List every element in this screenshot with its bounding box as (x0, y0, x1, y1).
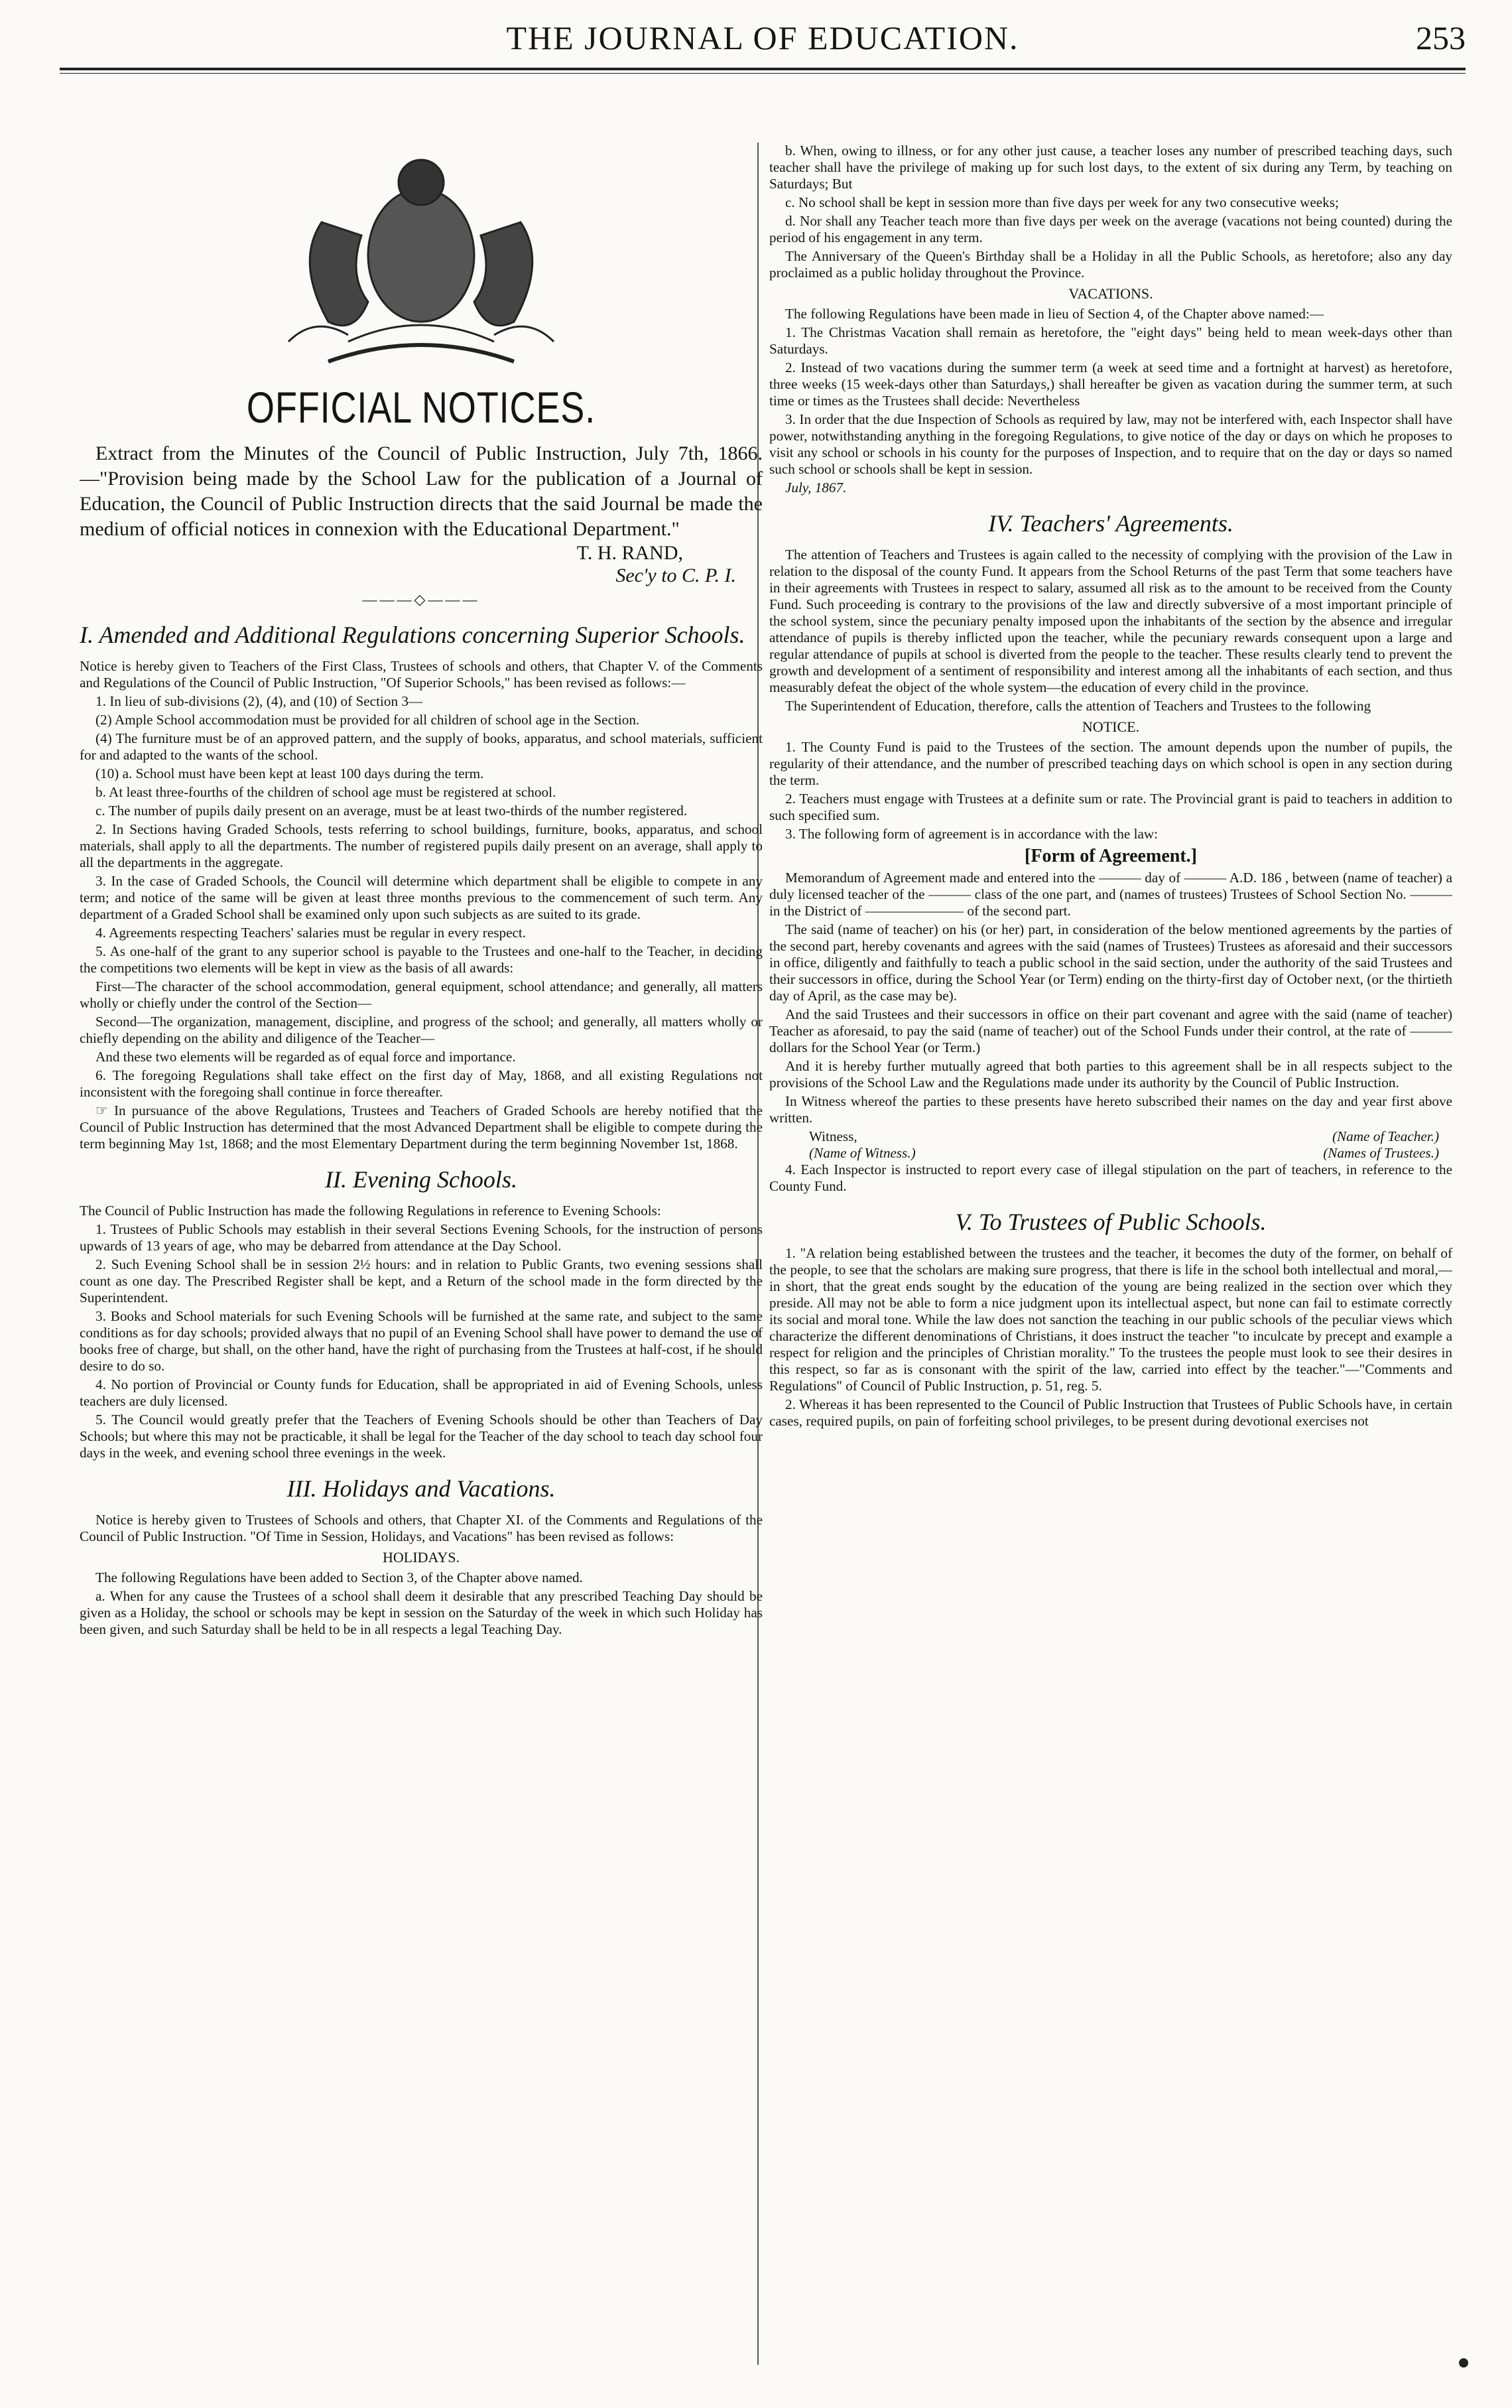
witness-line (769, 1128, 1452, 1145)
paragraph: 2. Such Evening School shall be in session 2½ hours: and in relation to Public Grants, two evening sessions shall count as one day. The Prescribed Register shall be kept, and a Return of the school made in the form directed by the Superintendent. (80, 1256, 763, 1305)
paragraph: 5. The Council would greatly prefer that the Teachers of Evening Schools should be other than Teachers of Day Schools; but where this may not be practicable, it shall be legal for the Teacher of the day school to teach day school four days in the week, and evening school three evenings in the week. (80, 1412, 763, 1461)
paragraph: 3. The following form of agreement is in accordance with the law: (785, 826, 1159, 842)
left-column (80, 143, 763, 2372)
section-3-heading: III. Holidays and Vacations. (286, 1475, 556, 1502)
paragraph: Second—The organization, management, discipline, and progress of the school; and generally, all matters wholly or chiefly depending on the ability and diligence of the Teacher— (80, 1014, 763, 1046)
header-rule (60, 68, 1466, 70)
paragraph: 2. In Sections having Graded Schools, tests referring to school buildings, furniture, books, apparatus, and school materials, shall apply to all the departments. The number of registered pupils daily present on an average, shall apply to all the departments in the aggregate. (80, 821, 763, 870)
form-title: [Form of Agreement.] (1025, 846, 1197, 866)
notice-title: NOTICE. (1082, 718, 1140, 735)
paragraph: Notice is hereby given to Teachers of the First Class, Trustees of schools and others, that Chapter V. of the Comments and Regulations of the Council of Public Instruction, "Of Superior Schools," has been revised as follows:— (80, 658, 763, 691)
paragraph: Notice is hereby given to Trustees of Schools and others, that Chapter XI. of the Comments and Regulations of the Council of Public Instruction. "Of Time in Session, Holidays, and Vacations" has been revised as follows: (80, 1512, 763, 1544)
paragraph: 2. Teachers must engage with Trustees at a definite sum or rate. The Provincial grant is paid to teachers in addition to such specified sum. (769, 791, 1452, 823)
paragraph: (10) a. School must have been kept at least 100 days during the term. (95, 766, 484, 781)
paragraph: And the said Trustees and their successors in office on their part covenant and agree with the said (name of teacher) Teacher as aforesaid, to pay the said (name of teacher) out of the School Funds under their control, at the rate of ——— dollars for the School Year (or Term.) (769, 1006, 1452, 1055)
paragraph: 1. The Christmas Vacation shall remain as heretofore, the "eight days" being held to mean week-days other than Saturdays. (769, 324, 1452, 357)
section-5-heading: V. To Trustees of Public Schools. (955, 1209, 1267, 1235)
paragraph: In Witness whereof the parties to these presents have hereto subscribed their names on the day and year first above written. (769, 1093, 1452, 1126)
extract-paragraph: Extract from the Minutes of the Council of Public Instruction, July 7th, 1866.—"Provision being made by the School Law for the publication of a Journal of Education, the Council of Public Instruction directs that the said Journal be made the medium of official notices in connexion with the Educational Department." (80, 442, 763, 540)
official-notices-title: OFFICIAL NOTICES. (246, 383, 596, 432)
names-of-trustees: (Names of Trustees.) (1323, 1145, 1439, 1161)
witness-line-2 (769, 1145, 1452, 1162)
paragraph: b. At least three-fourths of the children of school age must be registered at school. (95, 784, 556, 800)
date-line: July, 1867. (785, 480, 847, 496)
page-number: 253 (1416, 19, 1466, 56)
paragraph: The said (name of teacher) on his (or her) part, in consideration of the below mentioned agreements by the parties of the second part, hereby covenants and agrees with the said (names of Trustees) Trustees as aforesaid and their successors in office, diligently and faithfully to teach a public school in the said section, under the authority of the said Trustees and their successors in office, during the School Year (or Term) ending on the thirty-first day of October next, (or the thirtieth day of April, as the case may be). (769, 921, 1452, 1004)
signature: T. H. RAND, (576, 542, 683, 564)
paragraph: The following Regulations have been added to Section 3, of the Chapter above named. (95, 1570, 583, 1585)
paragraph: 6. The foregoing Regulations shall take effect on the first day of May, 1868, and all existing Regulations not inconsistent with the foregoing shall continue in force thereafter. (80, 1067, 763, 1100)
paragraph: 3. In the case of Graded Schools, the Council will determine which department shall be eligible to compete in any term; and notice of the same will be given at least three months previous to the commencement of such term. Any department of a Graded School shall be examined only upon such subjects as are suited to its grade. (80, 873, 763, 922)
page-header (60, 7, 1466, 106)
paragraph: The Superintendent of Education, therefore, calls the attention of Teachers and Trustees to the following (785, 698, 1371, 714)
paragraph: 1. The County Fund is paid to the Trustees of the section. The amount depends upon the number of pupils, the regularity of their attendance, and the number of prescribed teaching days on which school is open in any section during the term. (769, 739, 1452, 788)
section-4-heading: IV. Teachers' Agreements. (988, 510, 1233, 537)
paragraph: 4. No portion of Provincial or County funds for Education, shall be appropriated in aid of Evening Schools, unless teachers are duly licensed. (80, 1376, 763, 1409)
paragraph: (4) The furniture must be of an approved pattern, and the supply of books, apparatus, and school materials, sufficient for and adapted to the wants of the school. (80, 730, 763, 763)
section-1-heading: I. Amended and Additional Regulations concerning Superior Schools. (80, 622, 745, 648)
vacations-title: VACATIONS. (1068, 285, 1153, 302)
paragraph: The attention of Teachers and Trustees is again called to the necessity of complying with the provision of the Law in relation to the disposal of the county Fund. It appears from the School Returns of the past Term that some teachers have in their agreements with Trustees in respect to salary, assumed all risk as to the amount to be received from the County Fund. Such proceeding is contrary to the provisions of the law and directly subversive of a most important principle of the school system, since the pecuniary penalty imposed upon the inhabitants of the section by the absence and irregular attendance of pupils is thereby inflicted upon the teacher, while the pecuniary rewards consequent upon a large and regular attendance of pupils at school is diverted from the people to the teacher. These results clearly tend to prevent the growth and development of a sentiment of responsibility and interest among all the inhabitants of each section, and thus measurably defeat the object of the whole system—the education of every child in the province. (769, 547, 1452, 695)
name-of-teacher: (Name of Teacher.) (1332, 1128, 1439, 1144)
paragraph: 2. Whereas it has been represented to the Council of Public Instruction that Trustees of Public Schools have, in certain cases, required pupils, on pain of forfeiting school privileges, to be present during devotional exercises not (769, 1396, 1452, 1429)
paragraph: 3. Books and School materials for such Evening Schools will be furnished at the same rate, and subject to the same conditions as for day schools; provided always that no pupil of an Evening School shall have power to demand the use of books free of charge, but shall, on the other hand, have the right of purchasing from the Trustees at half-cost, if he should desire to do so. (80, 1308, 763, 1374)
paragraph: c. The number of pupils daily present on an average, must be at least two-thirds of the number registered. (95, 803, 688, 819)
paragraph: First—The character of the school accommodation, general equipment, school attendance; and generally, all matters wholly or chiefly under the control of the Section— (80, 978, 763, 1011)
paragraph: ☞ In pursuance of the above Regulations, Trustees and Teachers of Graded Schools are hereby notified that the Council of Public Instruction has determined that the most Advanced Department shall be eligible to compete during the term beginning May 1st, 1868; and the most Elementary Department during the term beginning November 1st, 1868. (80, 1103, 763, 1152)
printer-mark (1459, 2358, 1468, 2368)
royal-arms-emblem-icon (249, 143, 594, 381)
paragraph: 2. Instead of two vacations during the summer term (a week at seed time and a fortnight at harvest) as heretofore, three weeks (15 week-days other than Saturdays,) shall hereafter be given as vacation during the summer term, at such time or times as the Trustees shall decide: Nevertheless (769, 360, 1452, 409)
paragraph: Memorandum of Agreement made and entered into the ——— day of ——— A.D. 186 , between (name of teacher) a duly licensed teacher of the ——— class of the one part, and (names of trustees) Trustees of School Section No. ——— in the District of ——————— of the second part. (769, 870, 1452, 919)
paragraph: And it is hereby further mutually agreed that both parties to this agreement shall be in all respects subject to the provisions of the School Law and the Regulations made under its authority by the Council of Public Instruction. (769, 1058, 1452, 1091)
paragraph: 4. Agreements respecting Teachers' salaries must be regular in every respect. (95, 925, 527, 941)
witness-label: Witness, (809, 1128, 857, 1144)
name-of-witness: (Name of Witness.) (809, 1145, 916, 1161)
paragraph: 5. As one-half of the grant to any superior school is payable to the Trustees and one-half to the Teacher, in deciding the competitions two elements will be kept in view as the basis of all awards: (80, 943, 763, 976)
paragraph: And these two elements will be regarded as of equal force and importance. (95, 1049, 516, 1065)
right-column (769, 143, 1452, 2372)
paragraph: The Council of Public Instruction has made the following Regulations in reference to Evening Schools: (80, 1203, 661, 1219)
header-rule-thin (60, 73, 1466, 74)
paragraph: The following Regulations have been made in lieu of Section 4, of the Chapter above named:— (785, 306, 1324, 322)
signature-title: Sec'y to C. P. I. (615, 565, 736, 586)
paragraph: 1. "A relation being established between the trustees and the teacher, it becomes the duty of the former, on behalf of the people, to see that the scholars are making sure progress, that there is life in the school both intellectual and moral,—in short, that the great ends sought by the education of the young are being realized in the section over which they preside. All may not be able to form a nice judgment upon its intellectual aspect, but none can fail to estimate correctly its social and moral tone. While the law does not sanction the teaching in our public schools of the peculiar views which characterize the different denominations of Christians, it does instruct the teacher "to inculcate by precept and example a respect for religion and the principles of Christian morality." To the trustees the people must look to see their desires in this respect, so far as is consonant with the spirit of the law, carried into effect by the teacher."—"Comments and Regulations" of Council of Public Instruction, p. 51, reg. 5. (769, 1245, 1452, 1394)
paragraph: 3. In order that the due Inspection of Schools as required by law, may not be interfered with, each Inspector shall have power, notwithstanding anything in the foregoing Regulations, to give notice of the day or days on which he proposes to visit any school or schools in his county for the purposes of Inspection, and to require that on the day or days so named such school or schools shall be kept in session. (769, 411, 1452, 477)
paragraph: (2) Ample School accommodation must be provided for all children of school age in the Section. (95, 712, 640, 728)
section-2-heading: II. Evening Schools. (325, 1166, 517, 1193)
paragraph: a. When for any cause the Trustees of a school shall deem it desirable that any prescribed Teaching Day should be given as a Holiday, the school or schools may be kept in session on the Saturday of the week in which such Holiday has been given, and such Saturday shall be held to be in all respects a legal Teaching Day. (80, 1588, 763, 1637)
paragraph: The Anniversary of the Queen's Birthday shall be a Holiday in all the Public Schools, as heretofore; also any day proclaimed as a public holiday throughout the Province. (769, 248, 1452, 281)
running-title: THE JOURNAL OF EDUCATION. (506, 19, 1019, 56)
paragraph: d. Nor shall any Teacher teach more than five days per week on the average (vacations not being counted) during the period of his engagement in any term. (769, 213, 1452, 245)
paragraph: b. When, owing to illness, or for any other just cause, a teacher loses any number of prescribed teaching days, such teacher shall have the privilege of making up for such lost days, to the extent of six during any Term, by teaching on Saturdays; But (769, 143, 1452, 192)
paragraph: 1. In lieu of sub-divisions (2), (4), and (10) of Section 3— (95, 693, 423, 709)
paragraph: 4. Each Inspector is instructed to report every case of illegal stipulation on the part of teachers, in reference to the County Fund. (769, 1162, 1452, 1194)
paragraph: c. No school shall be kept in session more than five days per week for any two consecutive weeks; (785, 194, 1339, 210)
paragraph: 1. Trustees of Public Schools may establish in their several Sections Evening Schools, for the instruction of persons upwards of 13 years of age, who may be debarred from attendance at the Day School. (80, 1221, 763, 1254)
divider-ornament: ———◇——— (362, 591, 480, 608)
holidays-title: HOLIDAYS. (383, 1549, 460, 1566)
